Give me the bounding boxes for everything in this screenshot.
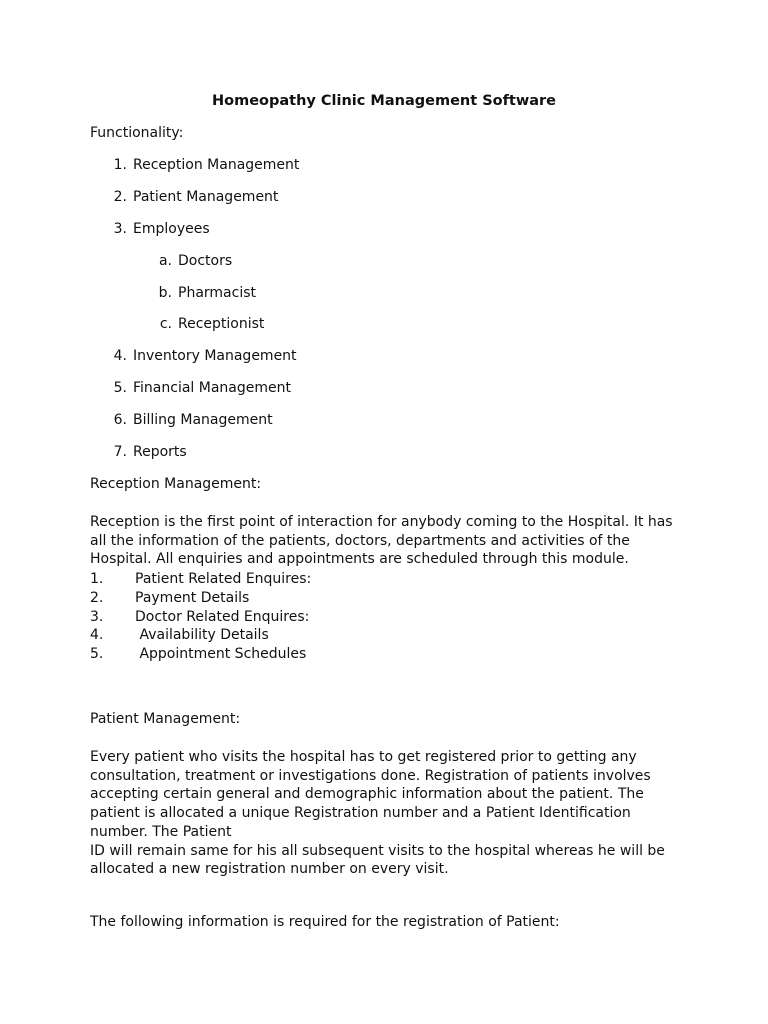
list-item: 3. Employees: [113, 221, 210, 237]
sub-list-item: a. Doctors: [158, 253, 233, 269]
reception-paragraph: Reception is the first point of interaction for anybody coming to the Hospital. It has all the information of the patients, doctors, departments and activities of the Hospital. All enquiries and appointments are scheduled through this module.: [90, 514, 673, 568]
list-item: 2. Patient Management: [113, 189, 279, 205]
list-item: 6. Billing Management: [113, 412, 273, 428]
list-item: 1. Reception Management: [113, 157, 300, 173]
list-item: 4. Inventory Management: [113, 348, 297, 364]
registration-info-line: The following information is required for the registration of Patient:: [90, 914, 560, 930]
reception-heading: Reception Management:: [90, 476, 262, 492]
list-item: 1. Patient Related Enquires:: [90, 571, 312, 587]
sub-list-item: c. Receptionist: [159, 316, 265, 332]
list-item: 4. Availability Details: [90, 627, 269, 644]
list-item: 7. Reports: [113, 444, 187, 460]
list-item: 5. Financial Management: [113, 380, 291, 396]
list-item: 5. Appointment Schedules: [90, 646, 307, 663]
document-title: Homeopathy Clinic Management Software: [211, 93, 557, 109]
list-item: 2. Payment Details: [90, 589, 250, 606]
functionality-heading: Functionality:: [90, 125, 184, 141]
reception-list: [90, 570, 311, 664]
list-item: 3. Doctor Related Enquires:: [90, 608, 310, 625]
patient-heading: Patient Management:: [90, 711, 241, 727]
patient-paragraph: Every patient who visits the hospital has to get registered prior to getting any consultation, treatment or investigations done. Registration of patients involves accepting certain general and demographic information about the patient. The patient is allocated a unique Registration number and a Patient Identification number. The Patient ID will remain same for his all subsequent visits to the hospital whereas he will be allocated a new registration number on every visit.: [90, 749, 665, 878]
sub-list-item: b. Pharmacist: [158, 285, 256, 301]
